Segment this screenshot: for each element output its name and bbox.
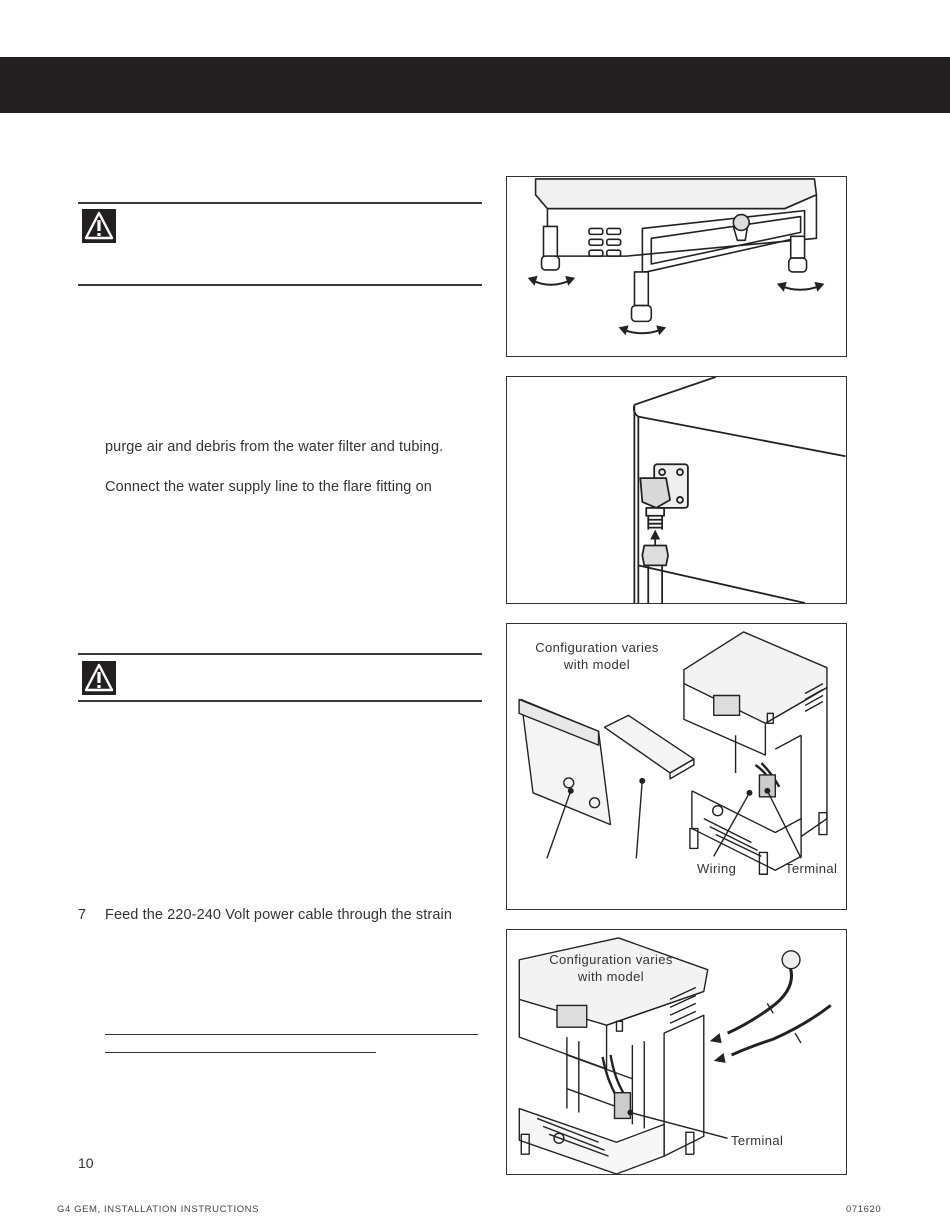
step7-text: Feed the 220-240 Volt power cable through the strain [105, 907, 452, 923]
underline-2 [105, 1052, 376, 1053]
fig3-wiring-label: Wiring [697, 861, 737, 876]
fig3-config-note: Configuration varies with model [535, 640, 659, 672]
connect-water-text: Connect the water supply line to the flare fitting on [105, 479, 432, 495]
purge-air-text: purge air and debris from the water filter and tubing. [105, 439, 444, 455]
header-bar [0, 57, 950, 113]
warning2-bottom-rule [78, 700, 482, 702]
warning-top-rule [78, 202, 482, 204]
fig4-terminal-label: Terminal [731, 1133, 784, 1148]
figure-water-fitting [506, 376, 847, 604]
underline-1 [105, 1034, 478, 1035]
step7-number: 7 [78, 907, 87, 923]
warning-triangle-icon [82, 209, 116, 243]
figure-leveling-legs [506, 176, 847, 357]
fig4-config-note: Configuration varies with model [549, 952, 673, 984]
page-number: 10 [78, 1155, 94, 1171]
footer-doc-title: G4 GEM, INSTALLATION INSTRUCTIONS [57, 1204, 260, 1215]
warning2-top-rule [78, 653, 482, 655]
warning-bottom-rule [78, 284, 482, 286]
water-fitting-illustration [507, 377, 846, 603]
leveling-legs-illustration [507, 177, 846, 356]
warning-triangle-icon [82, 661, 116, 695]
fig3-terminal-label: Terminal [785, 861, 838, 876]
footer-doc-code: 071620 [846, 1204, 882, 1215]
